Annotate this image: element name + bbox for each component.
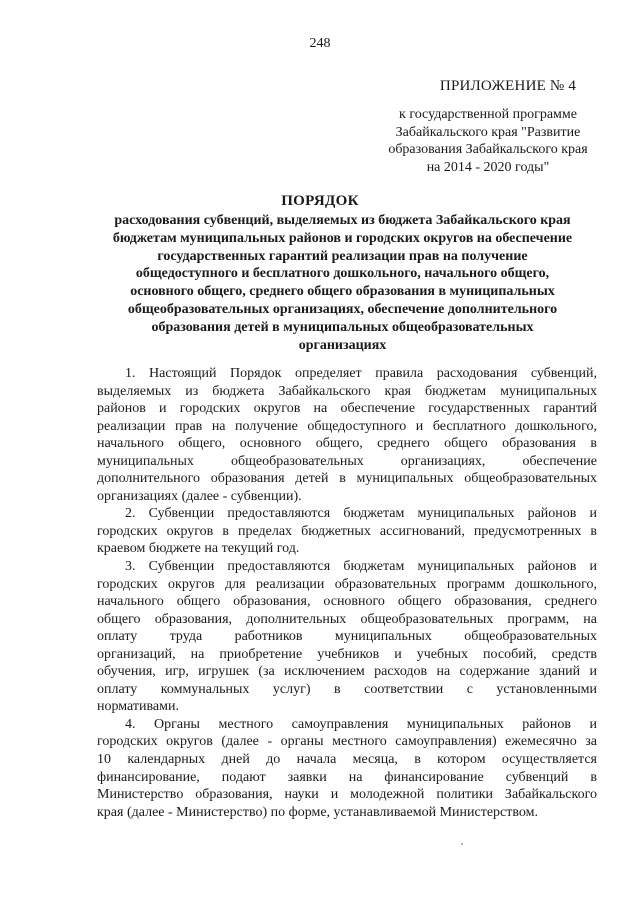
appendix-title: ПРИЛОЖЕНИЕ № 4 xyxy=(439,78,577,94)
page-number: 248 xyxy=(309,36,331,51)
appendix-reference-line: Забайкальского края "Развитие xyxy=(395,124,581,140)
paragraph-line: районов и городских округов на обеспечение государственных гарантий xyxy=(97,401,597,417)
paragraph-line: 2. Субвенции предоставляются бюджетам муниципальных районов и xyxy=(125,506,597,522)
paragraph-line: городских округов в пределах бюджетных ассигнований, предусмотренных в xyxy=(97,523,597,539)
subtitle-line: государственных гарантий реализации прав на получение xyxy=(157,248,528,264)
appendix-reference xyxy=(370,106,606,176)
paragraph-line: 4. Органы местного самоуправления муниципальных районов и xyxy=(125,716,597,732)
paragraph-line: обучения, игр, игрушек (за исключением расходов на содержание зданий и xyxy=(97,664,597,680)
paragraph-line: организаций, на приобретение учебников и учебных пособий, средств xyxy=(97,646,597,662)
paragraph-line: 10 календарных дней до начала месяца, в котором осуществляется xyxy=(97,752,597,768)
appendix-reference-line: на 2014 - 2020 годы" xyxy=(426,159,550,175)
subtitle-line: общедоступного и бесплатного дошкольного, начального общего, xyxy=(135,266,550,282)
paragraph-line: нормативами. xyxy=(97,699,179,715)
subtitle-line: основного общего, среднего общего образования в муниципальных xyxy=(130,284,555,300)
paragraph-3 xyxy=(97,558,597,716)
paragraph-line: городских округов (далее - органы местного самоуправления) ежемесячно за xyxy=(97,734,597,750)
paragraph-line: муниципальных общеобразовательных организациях, обеспечение xyxy=(97,453,597,469)
paragraph-line: общего образования, дополнительных общеобразовательных программ, на xyxy=(97,611,597,627)
paragraph-line: оплату труда работников муниципальных общеобразовательных xyxy=(97,629,597,645)
document-title: ПОРЯДОК xyxy=(281,193,359,209)
document-body xyxy=(97,365,597,821)
paragraph-line: городских округов для реализации образовательных программ дошкольного, xyxy=(97,576,597,592)
paragraph-line: начального общего, основного общего, среднего общего образования в xyxy=(97,436,597,452)
appendix-reference-line: образования Забайкальского края xyxy=(388,142,588,157)
subtitle-line: образования детей в муниципальных общеобразовательных xyxy=(151,319,534,335)
paragraph-line: реализации прав на получение общедоступного и бесплатного дошкольного, xyxy=(97,418,597,434)
paragraph-line: организациях (далее - субвенции). xyxy=(97,488,302,504)
paragraph-2 xyxy=(97,505,597,558)
paragraph-line: Министерство образования, науки и молодежной политики Забайкальского xyxy=(97,787,597,803)
appendix-reference-line: к государственной программе xyxy=(399,107,577,122)
paragraph-line: оплату коммунальных услуг) в соответствии с установленными xyxy=(97,681,597,697)
subtitle-line: расходования субвенций, выделяемых из бюджета Забайкальского края xyxy=(114,213,571,228)
paragraph-line: начального общего образования, основного общего образования, среднего xyxy=(97,594,597,610)
paragraph-1 xyxy=(97,365,597,505)
paragraph-line: дополнительного образования детей в муниципальных общеобразовательных xyxy=(97,471,597,487)
scan-speck xyxy=(461,843,463,845)
paragraph-line: 1. Настоящий Порядок определяет правила расходования субвенций, xyxy=(125,366,597,381)
document-subtitle xyxy=(80,212,605,354)
subtitle-line: бюджетам муниципальных районов и городских округов на обеспечение xyxy=(112,230,573,246)
paragraph-4 xyxy=(97,716,597,821)
paragraph-line: выделяемых из бюджета Забайкальского края бюджетам муниципальных xyxy=(97,383,597,399)
paragraph-line: края (далее - Министерство) по форме, устанавливаемой Министерством. xyxy=(97,804,538,820)
subtitle-line: общеобразовательных организациях, обеспечение дополнительного xyxy=(127,301,558,317)
paragraph-line: 3. Субвенции предоставляются бюджетам муниципальных районов и xyxy=(125,559,597,575)
paragraph-line: краевом бюджете на текущий год. xyxy=(97,541,300,557)
paragraph-line: финансирование, подают заявки на финансирование субвенций в xyxy=(97,769,597,785)
subtitle-line: организациях xyxy=(298,337,387,353)
